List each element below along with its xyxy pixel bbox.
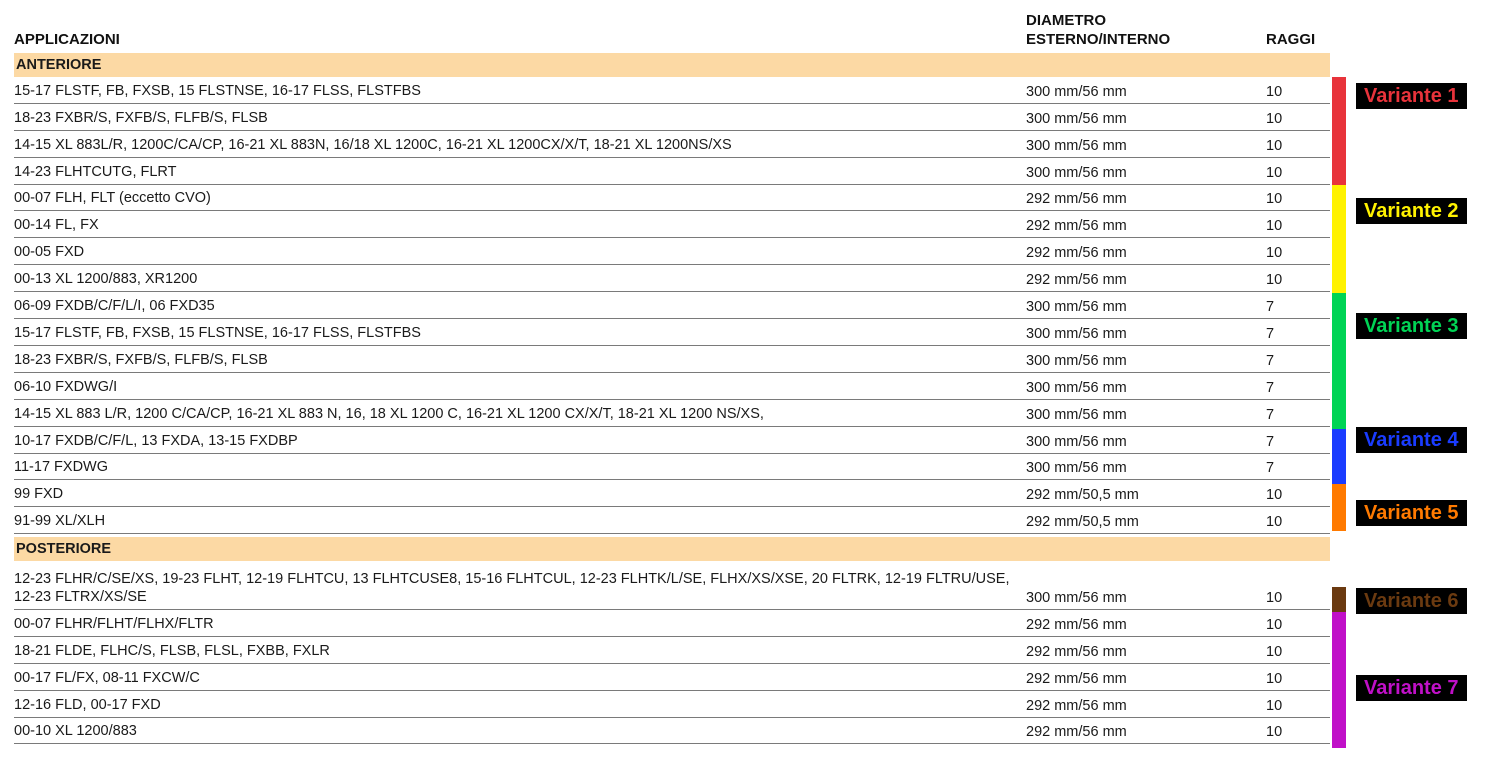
- cell-applicazioni: 00-07 FLHR/FLHT/FLHX/FLTR: [14, 615, 214, 632]
- cell-diametro: 292 mm/50,5 mm: [1026, 514, 1139, 531]
- table-row: [14, 238, 1330, 265]
- variant-bar-7: [1332, 612, 1346, 748]
- cell-diametro: 292 mm/56 mm: [1026, 616, 1127, 633]
- cell-diametro: 300 mm/56 mm: [1026, 379, 1127, 396]
- cell-raggi: 10: [1266, 697, 1283, 714]
- variant-label-1: Variante 1: [1356, 83, 1467, 109]
- table-row: [14, 718, 1330, 745]
- cell-raggi: 10: [1266, 245, 1283, 262]
- cell-applicazioni: 91-99 XL/XLH: [14, 513, 106, 530]
- variant-bar-3: [1332, 293, 1346, 429]
- cell-applicazioni: 11-17 FXDWG: [14, 459, 109, 476]
- variant-label-6: Variante 6: [1356, 588, 1467, 614]
- cell-diametro: 292 mm/56 mm: [1026, 697, 1127, 714]
- cell-raggi: 10: [1266, 164, 1283, 181]
- cell-diametro: 300 mm/56 mm: [1026, 137, 1127, 154]
- table-row: [14, 185, 1330, 212]
- cell-applicazioni: 00-17 FL/FX, 08-11 FXCW/C: [14, 669, 200, 686]
- table-row: [14, 346, 1330, 373]
- cell-diametro: 292 mm/56 mm: [1026, 272, 1127, 289]
- variant-label-2: Variante 2: [1356, 198, 1467, 224]
- section-header-posteriore: [14, 537, 1330, 561]
- variant-label-7: Variante 7: [1356, 675, 1467, 701]
- cell-diametro: 300 mm/56 mm: [1026, 83, 1127, 100]
- cell-applicazioni: 14-15 XL 883 L/R, 1200 C/CA/CP, 16-21 XL 883 N, 16, 18 XL 1200 C, 16-21 XL 1200 CX/X/T, 18-21 XL 1200 NS/XS,: [14, 405, 764, 422]
- cell-applicazioni: 06-10 FXDWG/I: [14, 378, 118, 395]
- cell-diametro: 292 mm/56 mm: [1026, 643, 1127, 660]
- cell-applicazioni: 18-23 FXBR/S, FXFB/S, FLFB/S, FLSB: [14, 351, 268, 368]
- table-row: [14, 77, 1330, 104]
- cell-applicazioni: 00-10 XL 1200/883: [14, 723, 137, 740]
- cell-raggi: 10: [1266, 83, 1283, 100]
- cell-applicazioni: 00-14 FL, FX: [14, 217, 99, 234]
- cell-applicazioni: 00-07 FLH, FLT (eccetto CVO): [14, 190, 211, 207]
- variant-bar-6: [1332, 587, 1346, 612]
- table-row: [14, 427, 1330, 454]
- cell-diametro: 300 mm/56 mm: [1026, 164, 1127, 181]
- variant-bar-2: [1332, 185, 1346, 293]
- section-title: POSTERIORE: [16, 541, 112, 557]
- cell-diametro: 300 mm/56 mm: [1026, 433, 1127, 450]
- cell-raggi: 7: [1266, 460, 1275, 477]
- table-row: [14, 664, 1330, 691]
- cell-raggi: 7: [1266, 406, 1275, 423]
- section-header-anteriore: [14, 53, 1330, 77]
- cell-applicazioni: 99 FXD: [14, 486, 64, 503]
- cell-raggi: 10: [1266, 272, 1283, 289]
- cell-raggi: 7: [1266, 433, 1275, 450]
- cell-applicazioni: 15-17 FLSTF, FB, FXSB, 15 FLSTNSE, 16-17 FLSS, FLSTFBS: [14, 82, 421, 99]
- cell-applicazioni: 14-15 XL 883L/R, 1200C/CA/CP, 16-21 XL 883N, 16/18 XL 1200C, 16-21 XL 1200CX/X/T, 18-21 XL 1200NS/XS: [14, 136, 732, 153]
- table-row: [14, 400, 1330, 427]
- table-row: [14, 104, 1330, 131]
- table-row: [14, 292, 1330, 319]
- cell-raggi: 10: [1266, 110, 1283, 127]
- cell-diametro: 300 mm/56 mm: [1026, 590, 1127, 606]
- table-row: [14, 212, 1330, 239]
- cell-applicazioni: 12-23 FLHR/C/SE/XS, 19-23 FLHT, 12-19 FLHTCU, 13 FLHTCUSE8, 15-16 FLHTCUL, 12-23 FLHTK/L/SE, FLHX/XS/XSE, 20 FLTRK, 12-19 FLTRU/USE, 12-23 FLTRX/XS/SE: [14, 571, 1010, 605]
- variant-bar-5: [1332, 484, 1346, 531]
- variant-bar-1: [1332, 77, 1346, 185]
- cell-applicazioni: 12-16 FLD, 00-17 FXD: [14, 696, 161, 713]
- cell-applicazioni: 06-09 FXDB/C/F/L/I, 06 FXD35: [14, 298, 215, 315]
- cell-raggi: 7: [1266, 352, 1275, 369]
- cell-raggi: 7: [1266, 325, 1275, 342]
- cell-raggi: 7: [1266, 379, 1275, 396]
- header-raggi: RAGGI: [1266, 31, 1316, 48]
- section-title: ANTERIORE: [16, 57, 102, 73]
- cell-diametro: 292 mm/56 mm: [1026, 191, 1127, 208]
- cell-raggi: 10: [1266, 487, 1283, 504]
- table-row: [14, 454, 1330, 481]
- table-row: [14, 481, 1330, 508]
- header-diametro-line1: DIAMETRO: [1026, 12, 1106, 29]
- cell-diametro: 300 mm/56 mm: [1026, 460, 1127, 477]
- cell-applicazioni: 10-17 FXDB/C/F/L, 13 FXDA, 13-15 FXDBP: [14, 432, 298, 449]
- variant-label-4: Variante 4: [1356, 427, 1467, 453]
- cell-raggi: 7: [1266, 299, 1275, 316]
- header-diametro: [1026, 11, 1170, 49]
- table-row: [14, 691, 1330, 718]
- cell-diametro: 292 mm/56 mm: [1026, 724, 1127, 741]
- cell-diametro: 300 mm/56 mm: [1026, 406, 1127, 423]
- cell-applicazioni: 18-21 FLDE, FLHC/S, FLSB, FLSL, FXBB, FXLR: [14, 642, 330, 659]
- cell-raggi: 10: [1266, 616, 1283, 633]
- cell-applicazioni: 14-23 FLHTCUTG, FLRT: [14, 163, 177, 180]
- cell-applicazioni: 00-13 XL 1200/883, XR1200: [14, 271, 198, 288]
- cell-diametro: 292 mm/56 mm: [1026, 218, 1127, 235]
- table-row: [14, 561, 1330, 610]
- cell-raggi: 10: [1266, 724, 1283, 741]
- cell-raggi: 10: [1266, 590, 1283, 606]
- cell-diametro: 292 mm/56 mm: [1026, 245, 1127, 262]
- cell-diametro: 300 mm/56 mm: [1026, 325, 1127, 342]
- cell-raggi: 10: [1266, 137, 1283, 154]
- table-row: [14, 319, 1330, 346]
- cell-diametro: 300 mm/56 mm: [1026, 110, 1127, 127]
- table-row: [14, 158, 1330, 185]
- table-row: [14, 265, 1330, 292]
- table-row: [14, 373, 1330, 400]
- header-diametro-line2: ESTERNO/INTERNO: [1026, 31, 1171, 48]
- variant-label-5: Variante 5: [1356, 500, 1467, 526]
- header-applicazioni: APPLICAZIONI: [14, 31, 120, 48]
- cell-applicazioni: 18-23 FXBR/S, FXFB/S, FLFB/S, FLSB: [14, 109, 268, 126]
- table-row: [14, 610, 1330, 637]
- cell-raggi: 10: [1266, 218, 1283, 235]
- cell-applicazioni: 00-05 FXD: [14, 244, 85, 261]
- variant-bar-4: [1332, 429, 1346, 484]
- cell-raggi: 10: [1266, 514, 1283, 531]
- cell-diametro: 292 mm/50,5 mm: [1026, 487, 1139, 504]
- table-row: [14, 507, 1330, 534]
- cell-applicazioni: 15-17 FLSTF, FB, FXSB, 15 FLSTNSE, 16-17 FLSS, FLSTFBS: [14, 324, 421, 341]
- variant-label-3: Variante 3: [1356, 313, 1467, 339]
- cell-raggi: 10: [1266, 191, 1283, 208]
- cell-diametro: 292 mm/56 mm: [1026, 670, 1127, 687]
- cell-diametro: 300 mm/56 mm: [1026, 352, 1127, 369]
- cell-diametro: 300 mm/56 mm: [1026, 299, 1127, 316]
- table-row: [14, 637, 1330, 664]
- cell-raggi: 10: [1266, 643, 1283, 660]
- table-row: [14, 131, 1330, 158]
- cell-raggi: 10: [1266, 670, 1283, 687]
